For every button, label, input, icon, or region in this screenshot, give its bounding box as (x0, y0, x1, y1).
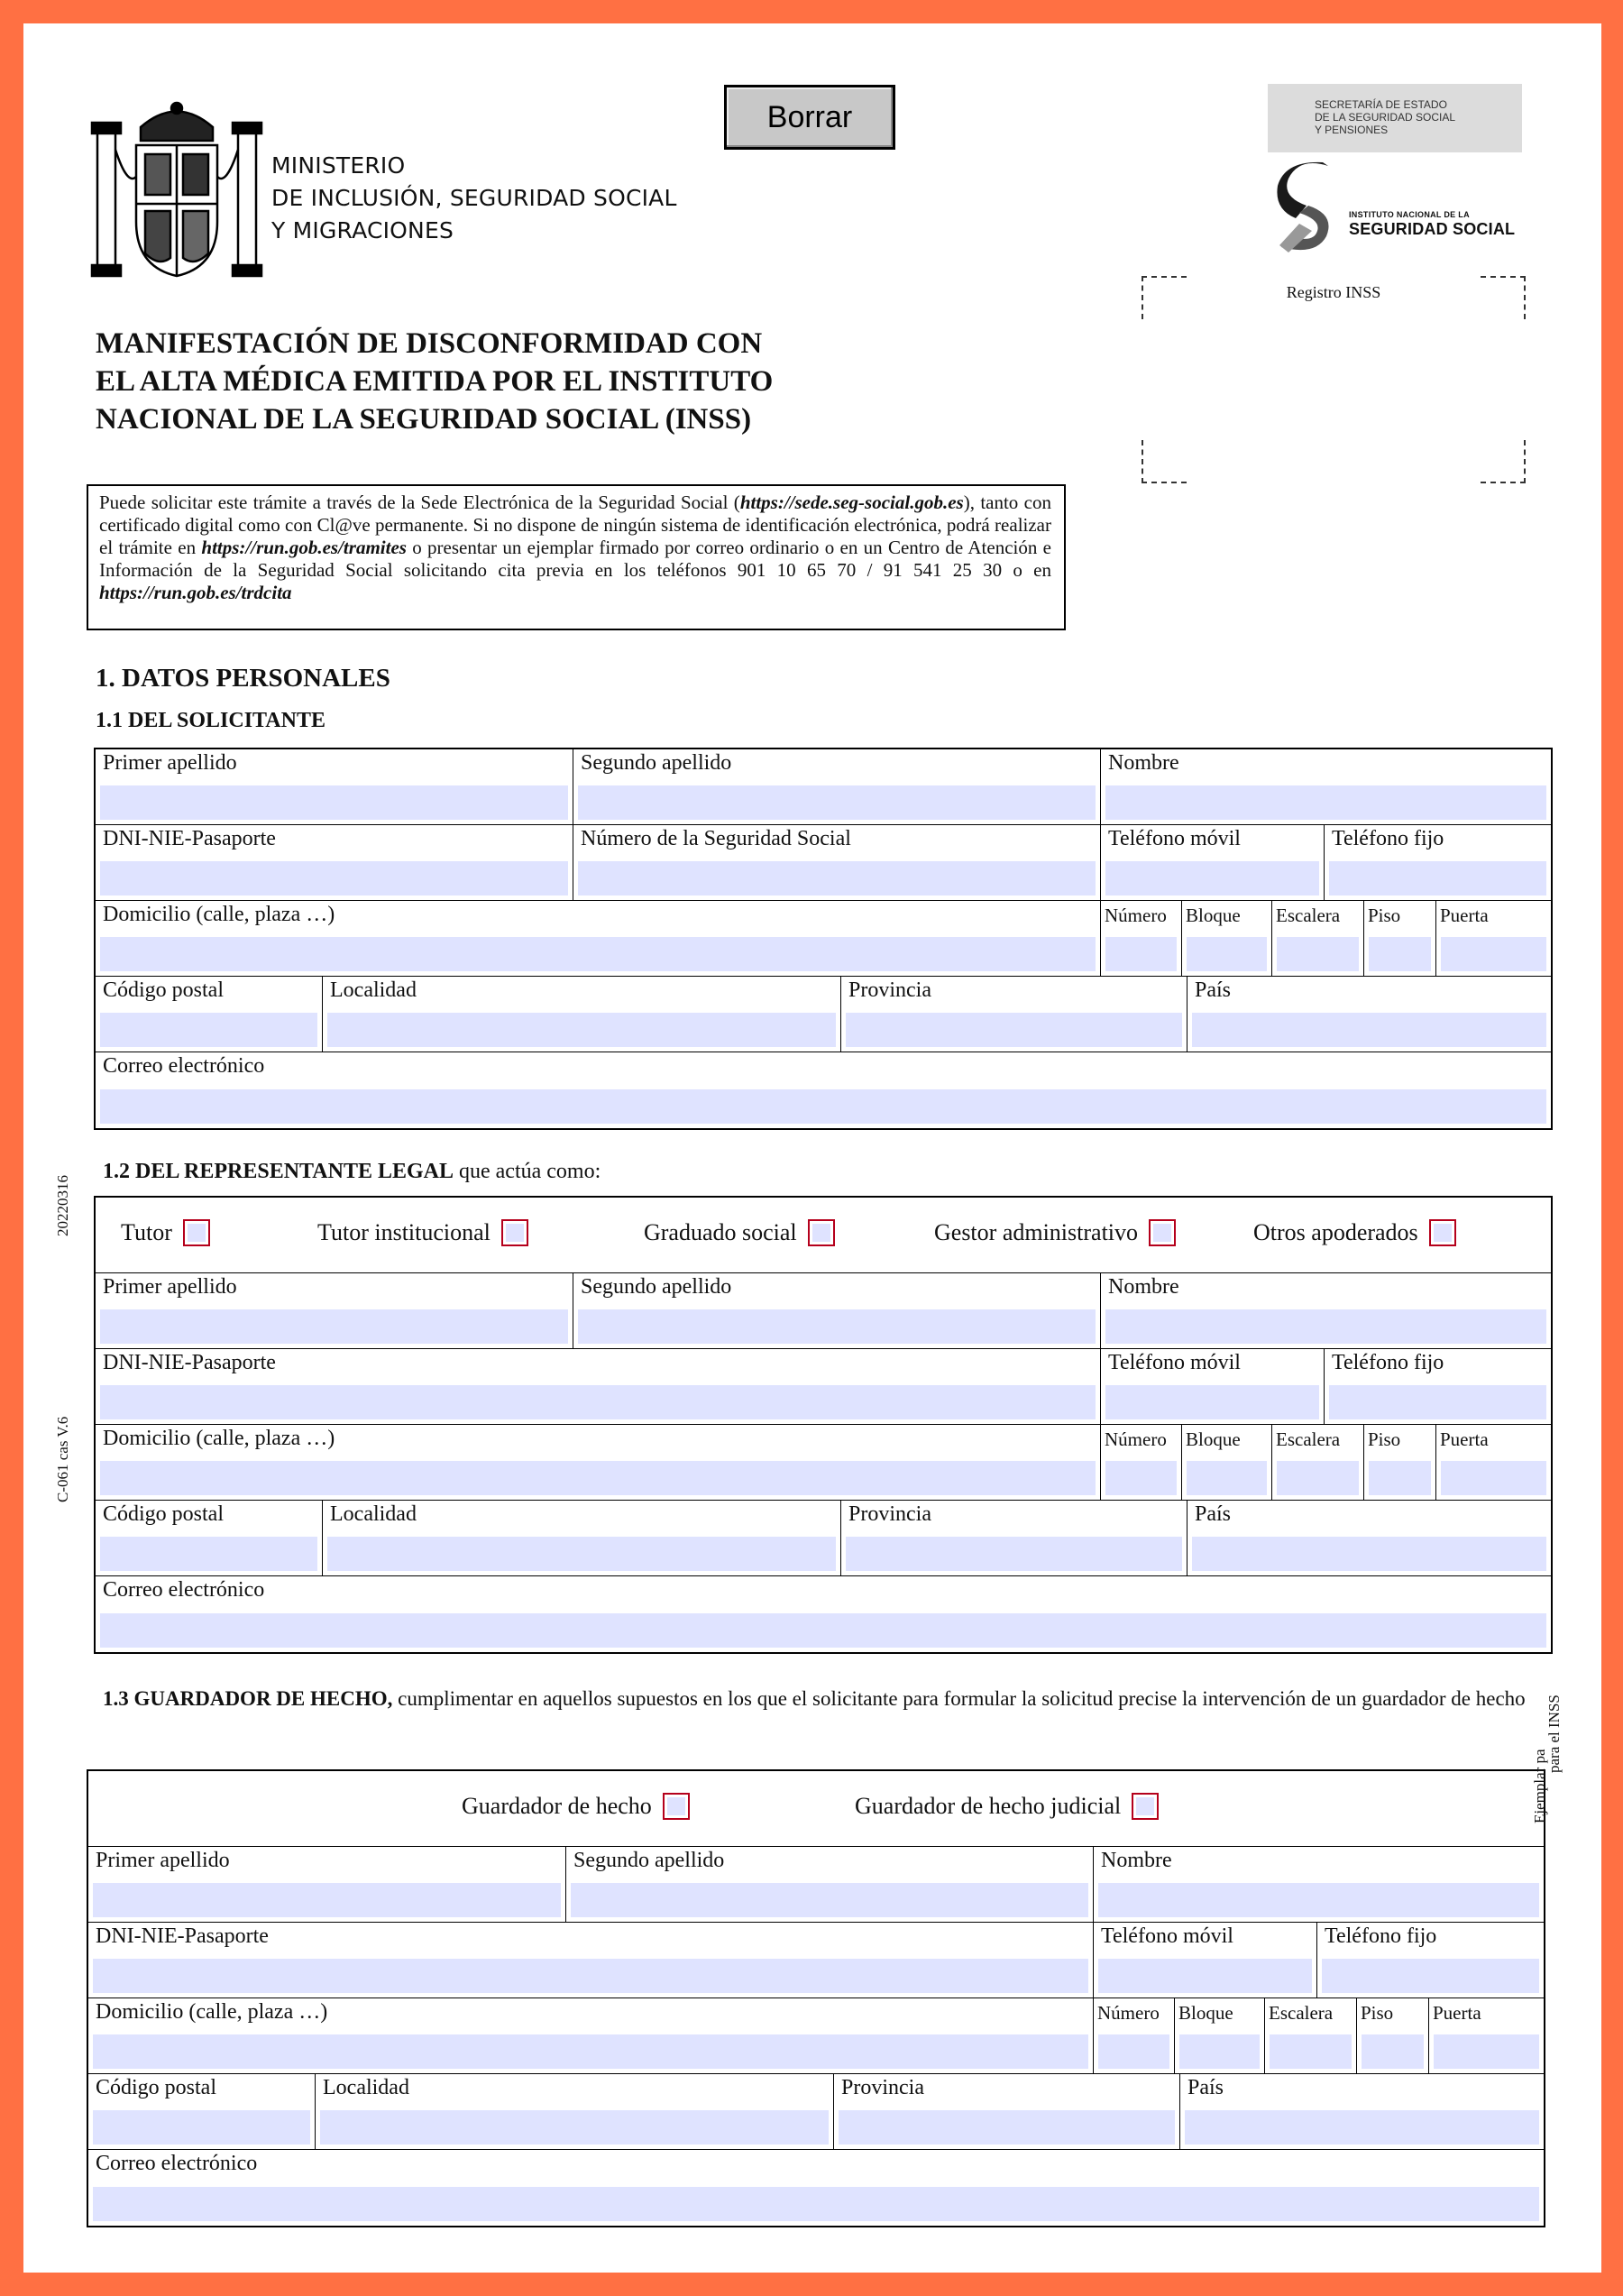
gestor-administrativo-checkbox[interactable] (1149, 1219, 1176, 1246)
dni-label: DNI-NIE-Pasaporte (103, 1351, 276, 1374)
piso-label: Piso (1361, 2002, 1394, 2024)
representante-nombre-cell (1101, 1273, 1551, 1349)
info-box (87, 484, 1066, 630)
solicitante-domicilio-input[interactable] (100, 937, 1096, 971)
representante-domicilio-cell (96, 1425, 1101, 1501)
option-label: Guardador de hecho (462, 1793, 652, 1819)
tramites-link[interactable]: https://run.gob.es/tramites (201, 537, 407, 558)
secretaria-line: SECRETARÍA DE ESTADO (1315, 98, 1447, 111)
guardador-tel-fijo-input[interactable] (1322, 1959, 1539, 1993)
correo-label: Correo electrónico (103, 1578, 265, 1602)
solicitante-provincia-input[interactable] (846, 1013, 1182, 1047)
nombre-label: Nombre (1101, 1849, 1172, 1872)
tel-movil-label: Teléfono móvil (1101, 1924, 1233, 1948)
provincia-label: Provincia (848, 978, 931, 1002)
guardador-pais-cell (1180, 2074, 1544, 2150)
sede-link[interactable]: https://sede.seg-social.gob.es (739, 491, 964, 513)
solicitante-provincia-cell (841, 977, 1187, 1052)
solicitante-correo-input[interactable] (100, 1089, 1546, 1124)
tel-fijo-label: Teléfono fijo (1332, 1351, 1444, 1374)
guardador-tel-fijo-cell (1317, 1923, 1544, 1998)
representante-bloque-cell (1182, 1425, 1272, 1501)
ejemplar-text: para el INSS (1545, 1694, 1563, 1773)
ejemplar-text: Ejemplar pa (1531, 1749, 1548, 1823)
guardador-puerta-cell (1429, 1998, 1544, 2074)
solicitante-bloque-input[interactable] (1187, 937, 1267, 971)
option-label: Tutor institucional (317, 1219, 491, 1245)
otros-apoderados-checkbox[interactable] (1429, 1219, 1456, 1246)
section-datos-personales: 1. DATOS PERSONALES (96, 664, 390, 693)
secretaria-box (1268, 84, 1522, 152)
section-guardador: 1.3 GUARDADOR DE HECHO, cumplimentar en aquellos supuestos en los que el solicitante para formular la solicitud precise la intervención de un guardador de hecho (103, 1687, 1526, 1710)
segundo-apellido-label: Segundo apellido (581, 1275, 732, 1299)
representante-nombre-input[interactable] (1105, 1309, 1546, 1344)
guardador-domicilio-input[interactable] (93, 2034, 1088, 2069)
representante-escalera-input[interactable] (1277, 1461, 1359, 1495)
representante-form (94, 1196, 1553, 1654)
solicitante-tel-movil-input[interactable] (1105, 861, 1319, 895)
title-line: EL ALTA MÉDICA EMITIDA POR EL INSTITUTO (96, 365, 774, 398)
correo-label: Correo electrónico (103, 1054, 265, 1078)
representante-dni-cell (96, 1349, 1101, 1425)
primer-apellido-label: Primer apellido (103, 751, 237, 775)
piso-label: Piso (1368, 905, 1401, 926)
representante-numero-input[interactable] (1105, 1461, 1177, 1495)
representante-codigo-postal-input[interactable] (100, 1537, 317, 1571)
representante-option-tutor-institucional (317, 1219, 528, 1246)
piso-label: Piso (1368, 1428, 1401, 1450)
bloque-label: Bloque (1178, 2002, 1233, 2024)
representante-segundo-apellido-input[interactable] (578, 1309, 1096, 1344)
nombre-label: Nombre (1108, 1275, 1179, 1299)
ministry-line: MINISTERIO (271, 152, 406, 179)
inss-logo-icon (1272, 159, 1344, 258)
solicitante-localidad-cell (323, 977, 841, 1052)
tel-movil-label: Teléfono móvil (1108, 1351, 1241, 1374)
domicilio-label: Domicilio (calle, plaza …) (103, 903, 335, 926)
guardador-piso-input[interactable] (1362, 2034, 1424, 2069)
form-code: C-061 cas V.6 (54, 1416, 71, 1502)
title-line: NACIONAL DE LA SEGURIDAD SOCIAL (INSS) (96, 403, 752, 436)
guardador-tel-movil-input[interactable] (1098, 1959, 1312, 1993)
section-representante: 1.2 DEL REPRESENTANTE LEGAL que actúa como: (103, 1160, 601, 1183)
representante-domicilio-input[interactable] (100, 1461, 1096, 1495)
tutor-checkbox[interactable] (183, 1219, 210, 1246)
representante-segundo-apellido-cell (573, 1273, 1101, 1349)
solicitante-pais-cell (1187, 977, 1551, 1052)
solicitante-primer-apellido-input[interactable] (100, 785, 568, 820)
nss-label: Número de la Seguridad Social (581, 827, 851, 850)
representante-piso-cell (1364, 1425, 1436, 1501)
solicitante-bloque-cell (1182, 901, 1272, 977)
solicitante-segundo-apellido-input[interactable] (578, 785, 1096, 820)
primer-apellido-label: Primer apellido (96, 1849, 230, 1872)
guardador-codigo-postal-cell (88, 2074, 316, 2150)
representante-options-row (96, 1198, 1551, 1273)
solicitante-puerta-cell (1436, 901, 1551, 977)
guardador-primer-apellido-input[interactable] (93, 1883, 561, 1917)
representante-tel-fijo-input[interactable] (1329, 1385, 1546, 1419)
solicitante-localidad-input[interactable] (327, 1013, 836, 1047)
representante-tel-fijo-cell (1325, 1349, 1551, 1425)
puerta-label: Puerta (1440, 905, 1489, 926)
inss-small-text: INSTITUTO NACIONAL DE LA (1349, 210, 1470, 219)
representante-primer-apellido-cell (96, 1273, 573, 1349)
guardador-localidad-input[interactable] (320, 2110, 829, 2144)
date-code: 20220316 (54, 1175, 71, 1236)
title-line: MANIFESTACIÓN DE DISCONFORMIDAD CON (96, 327, 763, 360)
guardador-escalera-cell (1265, 1998, 1357, 2074)
representante-codigo-postal-cell (96, 1501, 323, 1576)
solicitante-domicilio-cell (96, 901, 1101, 977)
guardador-option-guardador (462, 1793, 690, 1820)
solicitante-piso-cell (1364, 901, 1436, 977)
solicitante-pais-input[interactable] (1192, 1013, 1546, 1047)
representante-puerta-input[interactable] (1441, 1461, 1546, 1495)
solicitante-nombre-cell (1101, 749, 1551, 825)
guardador-puerta-input[interactable] (1434, 2034, 1539, 2069)
solicitante-numero-cell (1101, 901, 1182, 977)
codigo-postal-label: Código postal (103, 978, 225, 1002)
guardador-bloque-cell (1175, 1998, 1265, 2074)
representante-correo-cell (96, 1576, 1551, 1652)
inss-big-text: SEGURIDAD SOCIAL (1349, 220, 1516, 238)
solicitante-tel-fijo-input[interactable] (1329, 861, 1546, 895)
primer-apellido-label: Primer apellido (103, 1275, 237, 1299)
representante-dni-input[interactable] (100, 1385, 1096, 1419)
representante-correo-input[interactable] (100, 1613, 1546, 1648)
guardador-segundo-apellido-cell (566, 1847, 1094, 1923)
representante-piso-input[interactable] (1369, 1461, 1431, 1495)
correo-label: Correo electrónico (96, 2152, 258, 2175)
solicitante-numero-input[interactable] (1105, 937, 1177, 971)
guardador-options-row (88, 1771, 1544, 1847)
guardador-nombre-input[interactable] (1098, 1883, 1539, 1917)
guardador-numero-input[interactable] (1098, 2034, 1169, 2069)
representante-puerta-cell (1436, 1425, 1551, 1501)
bloque-label: Bloque (1186, 1428, 1241, 1450)
representante-localidad-cell (323, 1501, 841, 1576)
escalera-label: Escalera (1276, 1428, 1341, 1450)
guardador-dni-input[interactable] (93, 1959, 1088, 1993)
guardador-pais-input[interactable] (1185, 2110, 1539, 2144)
section-solicitante: 1.1 DEL SOLICITANTE (96, 709, 326, 732)
guardador-judicial-checkbox[interactable] (1132, 1793, 1159, 1820)
info-text: Puede solicitar este trámite a través de la Sede Electrónica de la Seguridad Social ( (99, 491, 740, 513)
representante-provincia-cell (841, 1501, 1187, 1576)
representante-option-graduado-social (644, 1219, 835, 1246)
ministry-line: DE INCLUSIÓN, SEGURIDAD SOCIAL (271, 185, 677, 211)
guardador-correo-cell (88, 2150, 1544, 2226)
representante-escalera-cell (1272, 1425, 1364, 1501)
guardador-nombre-cell (1094, 1847, 1544, 1923)
guardador-codigo-postal-input[interactable] (93, 2110, 310, 2144)
domicilio-label: Domicilio (calle, plaza …) (96, 2000, 328, 2024)
puerta-label: Puerta (1440, 1428, 1489, 1450)
guardador-provincia-cell (834, 2074, 1180, 2150)
tel-fijo-label: Teléfono fijo (1332, 827, 1444, 850)
localidad-label: Localidad (330, 1502, 417, 1526)
secretaria-line: DE LA SEGURIDAD SOCIAL (1315, 111, 1456, 124)
localidad-label: Localidad (330, 978, 417, 1002)
solicitante-tel-movil-cell (1101, 825, 1325, 901)
representante-option-tutor (121, 1219, 210, 1246)
page-title (96, 325, 773, 438)
guardador-provincia-input[interactable] (839, 2110, 1175, 2144)
ministry-name (271, 150, 677, 247)
option-label: Graduado social (644, 1219, 797, 1245)
guardador-bloque-input[interactable] (1179, 2034, 1260, 2069)
bloque-label: Bloque (1186, 905, 1241, 926)
representante-tel-movil-input[interactable] (1105, 1385, 1319, 1419)
info-text: o presentar un ejemplar firmado por correo ordinario o en un Centro de Atención e Información de la Seguridad Social solicitando cita previa en los teléfonos 901 10 65 70 / 91 541 25 30 o en (99, 537, 1051, 581)
nombre-label: Nombre (1108, 751, 1179, 775)
localidad-label: Localidad (323, 2076, 409, 2099)
solicitante-segundo-apellido-cell (573, 749, 1101, 825)
domicilio-label: Domicilio (calle, plaza …) (103, 1427, 335, 1450)
pais-label: País (1187, 2076, 1224, 2099)
solicitante-codigo-postal-input[interactable] (100, 1013, 317, 1047)
solicitante-dni-input[interactable] (100, 861, 568, 895)
registro-box (1142, 276, 1526, 483)
option-label: Gestor administrativo (934, 1219, 1139, 1245)
cita-link[interactable]: https://run.gob.es/trdcita (99, 582, 292, 603)
solicitante-correo-cell (96, 1052, 1551, 1128)
representante-pais-cell (1187, 1501, 1551, 1576)
numero-label: Número (1105, 1428, 1167, 1450)
solicitante-tel-fijo-cell (1325, 825, 1551, 901)
graduado-social-checkbox[interactable] (808, 1219, 835, 1246)
dni-label: DNI-NIE-Pasaporte (96, 1924, 269, 1948)
codigo-postal-label: Código postal (103, 1502, 225, 1526)
solicitante-escalera-cell (1272, 901, 1364, 977)
guardador-primer-apellido-cell (88, 1847, 566, 1923)
borrar-button[interactable]: Borrar (724, 85, 895, 150)
provincia-label: Provincia (841, 2076, 924, 2099)
solicitante-form (94, 748, 1553, 1130)
representante-provincia-input[interactable] (846, 1537, 1182, 1571)
guardador-correo-input[interactable] (93, 2187, 1539, 2221)
coat-of-arms-icon (87, 96, 267, 285)
solicitante-puerta-input[interactable] (1441, 937, 1546, 971)
segundo-apellido-label: Segundo apellido (581, 751, 732, 775)
guardador-tel-movil-cell (1094, 1923, 1317, 1998)
dni-label: DNI-NIE-Pasaporte (103, 827, 276, 850)
solicitante-piso-input[interactable] (1369, 937, 1431, 971)
escalera-label: Escalera (1276, 905, 1341, 926)
provincia-label: Provincia (848, 1502, 931, 1526)
tel-fijo-label: Teléfono fijo (1325, 1924, 1437, 1948)
pais-label: País (1195, 978, 1232, 1002)
tutor-institucional-checkbox[interactable] (501, 1219, 528, 1246)
numero-label: Número (1097, 2002, 1160, 2024)
representante-tel-movil-cell (1101, 1349, 1325, 1425)
guardador-form (87, 1769, 1545, 2227)
guardador-numero-cell (1094, 1998, 1175, 2074)
option-label: Otros apoderados (1253, 1219, 1418, 1245)
pais-label: País (1195, 1502, 1232, 1526)
guardador-escalera-input[interactable] (1270, 2034, 1352, 2069)
guardador-option-guardador-judicial (855, 1793, 1159, 1820)
guardador-dni-cell (88, 1923, 1094, 1998)
solicitante-nss-input[interactable] (578, 861, 1096, 895)
guardador-domicilio-cell (88, 1998, 1094, 2074)
solicitante-primer-apellido-cell (96, 749, 573, 825)
ministry-line: Y MIGRACIONES (271, 217, 454, 243)
option-label: Guardador de hecho judicial (855, 1793, 1122, 1819)
tel-movil-label: Teléfono móvil (1108, 827, 1241, 850)
segundo-apellido-label: Segundo apellido (573, 1849, 725, 1872)
guardador-localidad-cell (316, 2074, 834, 2150)
escalera-label: Escalera (1269, 2002, 1334, 2024)
registro-label: Registro INSS (1286, 283, 1381, 301)
representante-primer-apellido-input[interactable] (100, 1309, 568, 1344)
representante-option-gestor-administrativo (934, 1219, 1176, 1246)
representante-numero-cell (1101, 1425, 1182, 1501)
info-text: ), tanto con certificado digital como con Cl@ve permanente. Si no dispone de ningún sistema de identificación electrónica, podrá realizar el trámite en (99, 491, 1052, 558)
representante-pais-input[interactable] (1192, 1537, 1546, 1571)
solicitante-escalera-input[interactable] (1277, 937, 1359, 971)
guardador-checkbox[interactable] (663, 1793, 690, 1820)
solicitante-nss-cell (573, 825, 1101, 901)
option-label: Tutor (121, 1219, 172, 1245)
representante-localidad-input[interactable] (327, 1537, 836, 1571)
solicitante-codigo-postal-cell (96, 977, 323, 1052)
form-page (23, 23, 1601, 2273)
numero-label: Número (1105, 905, 1167, 926)
solicitante-nombre-input[interactable] (1105, 785, 1546, 820)
representante-bloque-input[interactable] (1187, 1461, 1267, 1495)
secretaria-line: Y PENSIONES (1315, 124, 1389, 136)
solicitante-dni-cell (96, 825, 573, 901)
representante-option-otros-apoderados (1253, 1219, 1456, 1246)
puerta-label: Puerta (1433, 2002, 1481, 2024)
guardador-segundo-apellido-input[interactable] (571, 1883, 1088, 1917)
codigo-postal-label: Código postal (96, 2076, 217, 2099)
guardador-piso-cell (1357, 1998, 1429, 2074)
